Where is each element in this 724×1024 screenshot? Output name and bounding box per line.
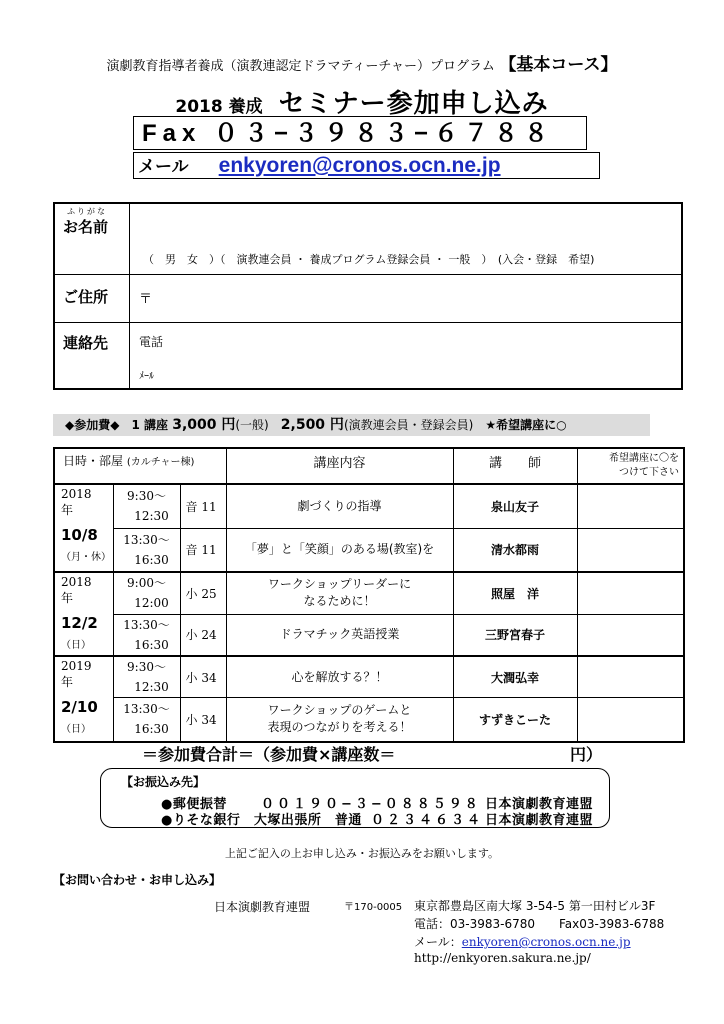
room-cell: 小 34 [180,656,226,698]
date-year: 2018 年 [61,487,92,517]
wish-cell[interactable] [577,528,684,572]
instructor-cell: 三野宮春子 [453,614,577,656]
header-building: (カルチャー棟) [126,457,195,468]
header-wish-line2: つけて下さい [619,467,679,478]
header-instructor: 講 師 [453,448,577,484]
time-start: 13:30〜 [123,702,170,717]
date-weekday: （日） [61,724,91,735]
room-cell: 小 24 [180,614,226,656]
name-options[interactable]: （ 男 女 ）（ 演教連会員 ・ 養成プログラム登録会員 ・ 一般 ） (入会・登録 希望) [143,253,595,266]
date-cell [54,572,113,656]
course-cell: 劇づくりの指導 [226,484,453,528]
time-cell [113,614,180,656]
mail-box [133,152,600,179]
contact-label: 連絡先 [63,334,109,352]
time-cell [113,528,180,572]
schedule-body [54,448,684,742]
table-header-row [54,448,684,484]
postal-name: 日本演劇教育連盟 [485,797,594,812]
course-cell: ドラマチック英語授業 [226,614,453,656]
time-end: 16:30 [134,722,169,737]
date-cell [54,656,113,742]
fee-prefix: ◆参加費◆ [65,418,120,432]
time-end: 12:00 [134,596,169,611]
date-value: 2/10 [61,698,98,716]
bank-name: 日本演劇教育連盟 [485,813,594,828]
time-end: 12:30 [134,680,169,694]
mail-link[interactable]: enkyoren@cronos.ocn.ne.jp [218,154,501,177]
room-cell: 音 11 [180,484,226,528]
postal-label: ●郵便振替 [161,797,227,812]
bank-account: ０２３４６３４ [371,813,484,828]
contact-org: 日本演劇教育連盟 [214,900,311,914]
contact-mail [414,933,631,950]
header-course: 講座内容 [226,448,453,484]
time-cell [113,572,180,614]
name-label: お名前 [63,218,109,236]
time-end: 16:30 [134,637,169,652]
room-cell: 音 11 [180,528,226,572]
wish-cell[interactable] [577,698,684,742]
contact-address: 東京都豊島区南大塚 3-54-5 第一田村ビル3F [414,899,656,913]
address-label: ご住所 [63,288,109,306]
address-field[interactable] [155,279,675,319]
time-end: 12:30 [134,509,169,524]
fee-bar [53,414,650,436]
header-wish [577,448,684,484]
fax-number: Fax ０３−３９８３−６７８８ [133,116,587,150]
date-year: 2018 年 [61,575,92,605]
course-label: 【基本コース】 [507,55,618,75]
date-weekday: （月・休） [61,552,111,563]
phone-label: 電話 [139,335,164,349]
general-price: 3,000 円 [172,417,236,433]
year-label: 2018 養成 [175,97,263,117]
furigana-label: ふりがな [67,207,107,216]
date-cell [54,484,113,572]
page-title [0,83,724,120]
date-year: 2019 年 [61,659,92,689]
request-note: ★希望講座に○ [485,418,567,432]
date-value: 10/8 [61,526,98,544]
schedule-table [53,447,685,743]
fee-total [142,742,603,765]
time-cell [113,484,180,528]
member-label: (演教連会員・登録会員) [343,418,474,432]
program-subtitle [0,50,724,75]
contact-phone: 電話：03-3983-6780 Fax03-3983-6788 [414,917,665,931]
table-row [54,528,684,572]
table-row [54,698,684,742]
table-row [54,614,684,656]
total-text: ＝参加費合計＝（参加費×講座数＝ [142,745,396,764]
row-divider [55,322,681,323]
member-price: 2,500 円 [280,417,344,433]
room-cell: 小 34 [180,698,226,742]
header-date-label: 日時・部屋 [63,454,124,468]
time-start: 13:30〜 [123,532,170,547]
contact-mail-link[interactable]: enkyoren@cronos.ocn.ne.jp [461,935,631,949]
course-cell: ワークショップのゲームと 表現のつながりを考える！ [226,698,453,742]
per-course: 1 講座 [131,418,169,432]
subtitle-text: 演劇教育指導者養成（演教連認定ドラマティーチャー）プログラム [106,59,495,74]
time-start: 9:30〜 [127,660,166,674]
header-date-room [54,448,226,484]
instructor-cell: 清水都雨 [453,528,577,572]
phone-field[interactable] [175,328,675,352]
table-row [54,656,684,698]
total-amount-field[interactable] [420,740,560,762]
instructor-cell: 照屋 洋 [453,572,577,614]
row-divider [55,274,681,275]
course-cell: 心を解放する？！ [226,656,453,698]
time-start: 9:30〜 [127,489,166,504]
wish-cell[interactable] [577,572,684,614]
postal-mark: 〒 [139,292,153,307]
instructor-cell: 大潤弘幸 [453,656,577,698]
contact-title: 【お問い合わせ・お申し込み】 [53,873,222,887]
postal-account: ００１９０−３−０８８５９８ [261,797,481,812]
time-end: 16:30 [134,552,169,567]
name-field[interactable] [131,204,681,244]
instructor-cell: 泉山友子 [453,484,577,528]
wish-cell[interactable] [577,656,684,698]
application-form [53,202,683,390]
label-divider [129,204,130,388]
time-cell [113,656,180,698]
general-label: (一般) [235,418,269,432]
date-value: 12/2 [61,614,98,632]
contact-postal: 〒170-0005 [344,902,403,913]
payment-note: 上記ご記入の上お申し込み・お振込みをお願いします。 [224,847,500,860]
title-text: セミナー参加申し込み [278,89,549,119]
mail-field[interactable] [175,360,675,384]
mail-label: メール [138,157,189,177]
table-row [54,572,684,614]
header-wish-line1: 希望講座に〇を [609,453,679,464]
time-cell [113,698,180,742]
instructor-cell: すずきこーた [453,698,577,742]
contact-mail-label: メール： [414,935,462,949]
room-cell: 小 25 [180,572,226,614]
time-start: 9:00〜 [127,576,166,591]
payment-box [100,768,610,828]
course-cell: ワークショップリーダーに なるために！ [226,572,453,614]
bank-label: ●りそな銀行 大塚出張所 普通 [161,813,362,828]
date-weekday: （日） [61,640,91,651]
total-yen: 円） [570,745,603,764]
wish-cell[interactable] [577,614,684,656]
table-row [54,484,684,528]
contact-url[interactable]: http://enkyoren.sakura.ne.jp/ [414,951,591,965]
course-cell: 「夢」と「笑顔」のある場(教室)を [226,528,453,572]
payment-title: 【お振込み先】 [121,775,206,789]
time-start: 13:30〜 [123,617,170,632]
mail-field-label: ﾒｰﾙ [139,371,154,382]
wish-cell[interactable] [577,484,684,528]
